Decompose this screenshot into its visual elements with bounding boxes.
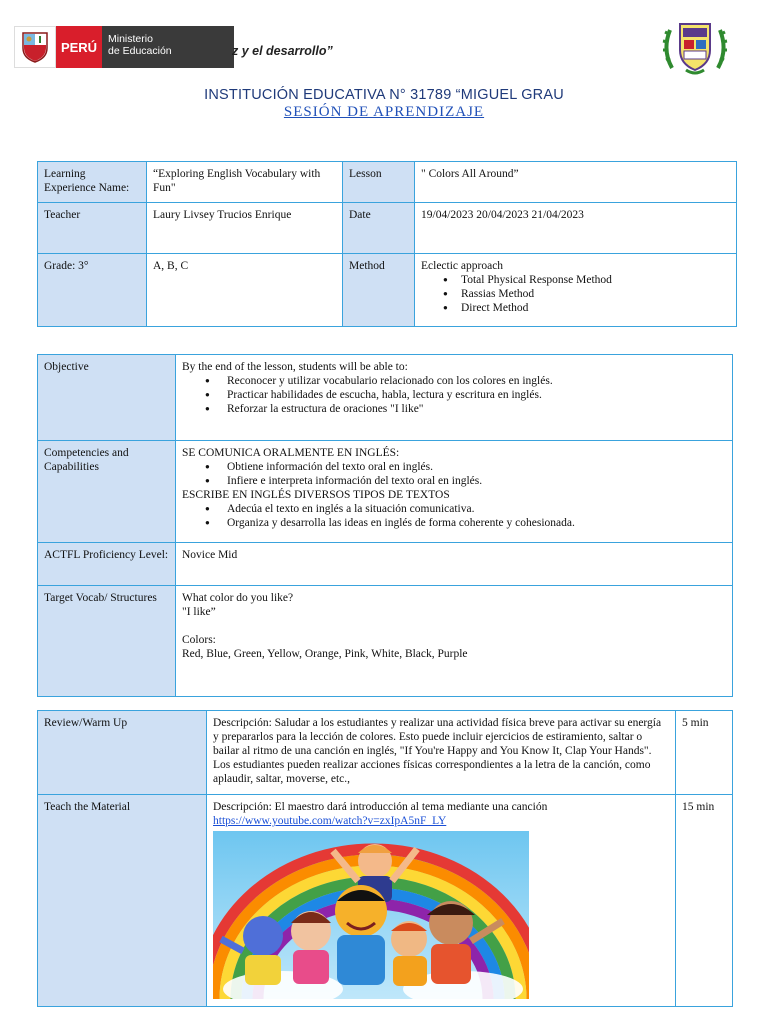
minedu-logo (14, 26, 236, 68)
table-row (38, 543, 733, 586)
teach-description: Descripción: El maestro dará introducción al tema mediante una canción (213, 801, 548, 813)
date-value: 19/04/2023 20/04/2023 21/04/2023 (415, 203, 737, 254)
ministry-label (102, 26, 234, 68)
ministry-line1: Ministerio (108, 33, 153, 45)
list-item: ● Rassias Method (421, 287, 730, 301)
learning-value: “Exploring English Vocabulary with Fun" (147, 162, 343, 203)
objective-intro: By the end of the lesson, students will be able to: (182, 361, 408, 373)
table-row (38, 355, 733, 441)
teach-time: 15 min (676, 795, 733, 1007)
grade-value: A, B, C (147, 254, 343, 327)
actfl-value: Novice Mid (176, 543, 733, 586)
list-item: ● Infiere e interpreta información del texto oral en inglés. (182, 474, 726, 488)
list-item: ● Reconocer y utilizar vocabulario relacionado con los colores en inglés. (182, 374, 726, 388)
date-label: Date (343, 203, 415, 254)
lesson-value: " Colors All Around” (415, 162, 737, 203)
teach-label: Teach the Material (38, 795, 207, 1007)
list-item: ● Organiza y desarrolla las ideas en inglés de forma coherente y cohesionada. (182, 516, 726, 530)
teach-cell (207, 795, 676, 1007)
table-row (38, 795, 733, 1007)
info-table (37, 161, 737, 327)
method-title: Eclectic approach (421, 260, 504, 272)
objective-cell (176, 355, 733, 441)
warmup-time: 5 min (676, 711, 733, 795)
competency-writing-title: ESCRIBE EN INGLÉS DIVERSOS TIPOS DE TEXTOS (182, 489, 450, 501)
vocab-question: What color do you like? (182, 592, 294, 604)
warmup-description: Descripción: Saludar a los estudiantes y realizar una actividad física breve para activar su energía y prepararlos para la lección de colores. Esto puede incluir ejercicios de estiramiento, saltar o bailar al ritmo de una canción en inglés, "If You're Happy and You Know It, Clap Your Hands". Los estudiantes pueden realizar acciones físicas correspondientes a la letra de la canción, como aplaudir, saltar, moverse, etc., (207, 711, 676, 795)
actfl-label: ACTFL Proficiency Level: (38, 543, 176, 586)
list-item: ● Practicar habilidades de escucha, habla, lectura y escritura en inglés. (182, 388, 726, 402)
peru-shield-icon (14, 26, 56, 68)
colors-label: Colors: (182, 634, 216, 646)
teacher-label: Teacher (38, 203, 147, 254)
competency-oral-title: SE COMUNICA ORALMENTE EN INGLÉS: (182, 447, 400, 459)
method-value (415, 254, 737, 327)
activities-table (37, 710, 733, 1007)
youtube-link[interactable]: https://www.youtube.com/watch?v=zxIpA5nF_LY (213, 815, 447, 827)
list-item: ● Adecúa el texto en inglés a la situación comunicativa. (182, 502, 726, 516)
school-name: INSTITUCIÓN EDUCATIVA N° 31789 “MIGUEL GRAU (204, 87, 564, 103)
table-row (38, 441, 733, 543)
rainbow-puppets-image (213, 831, 529, 999)
colors-list: Red, Blue, Green, Yellow, Orange, Pink, White, Black, Purple (182, 648, 468, 660)
grade-label: Grade: 3° (38, 254, 147, 327)
learning-label: Learning Experience Name: (38, 162, 147, 203)
teacher-value: Laury Livsey Trucios Enrique (147, 203, 343, 254)
lesson-label: Lesson (343, 162, 415, 203)
table-row (38, 586, 733, 697)
competencies-cell (176, 441, 733, 543)
session-title: SESIÓN DE APRENDIZAJE (283, 104, 485, 120)
list-item: ● Total Physical Response Method (421, 273, 730, 287)
table-row (38, 203, 737, 254)
method-label: Method (343, 254, 415, 327)
competency-writing-list (182, 502, 726, 530)
method-list (421, 273, 730, 315)
warmup-label: Review/Warm Up (38, 711, 207, 795)
vocab-cell (176, 586, 733, 697)
competencies-label: Competencies and Capabilities (38, 441, 176, 543)
slogan: z y el desarrollo” (232, 44, 333, 58)
peru-label: PERÚ (56, 26, 102, 68)
competency-oral-list (182, 460, 726, 488)
objective-list (182, 374, 726, 416)
list-item: ● Reforzar la estructura de oraciones "I like" (182, 402, 726, 416)
page-header (0, 0, 768, 90)
table-row (38, 254, 737, 327)
list-item: ● Direct Method (421, 301, 730, 315)
objective-label: Objective (38, 355, 176, 441)
vocab-structure: "I like” (182, 606, 216, 618)
school-crest-icon (660, 20, 730, 76)
plan-table (37, 354, 733, 697)
vocab-label: Target Vocab/ Structures (38, 586, 176, 697)
ministry-line2: de Educación (108, 45, 172, 57)
table-row (38, 162, 737, 203)
list-item: ● Obtiene información del texto oral en inglés. (182, 460, 726, 474)
table-row (38, 711, 733, 795)
